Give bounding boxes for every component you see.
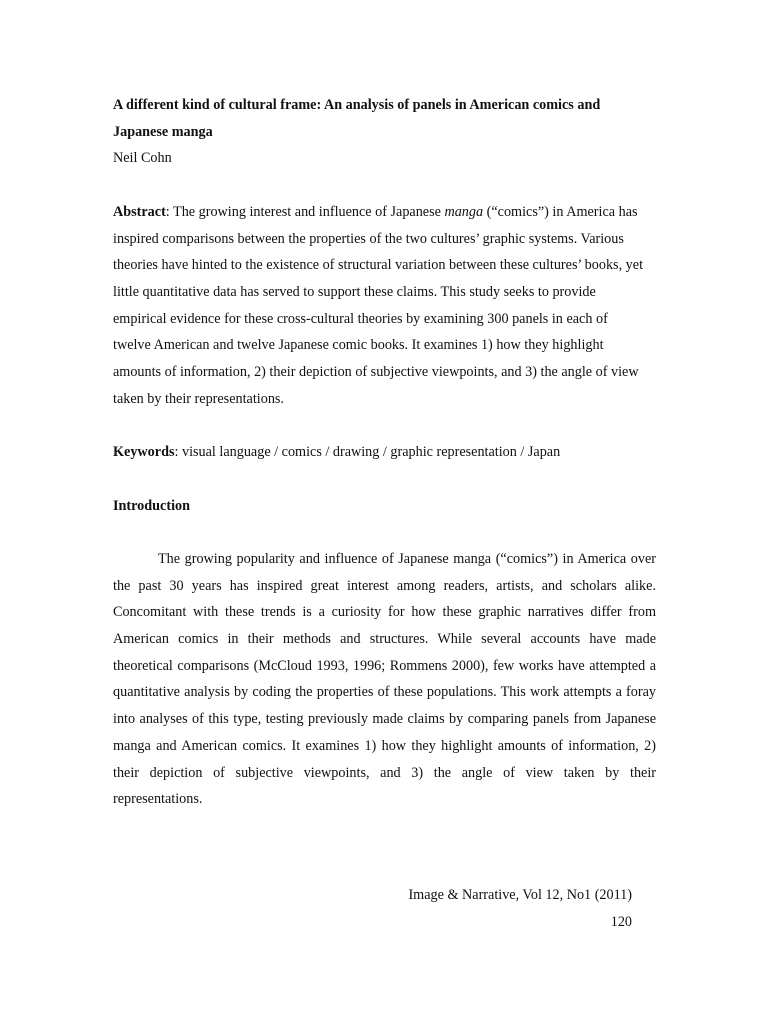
paper-title: A different kind of cultural frame: An analysis of panels in American comics and Japanese manga <box>113 97 601 140</box>
keywords-text: : visual language / comics / drawing / graphic representation / Japan <box>174 444 561 461</box>
paper-page <box>113 92 656 813</box>
abstract-paragraph <box>113 199 648 413</box>
keywords-label: Keywords <box>113 444 175 461</box>
paper-author: Neil Cohn <box>113 150 172 167</box>
introduction-heading: Introduction <box>113 497 190 514</box>
abstract-italic-word: manga <box>444 203 484 220</box>
page-number: 120 <box>610 914 632 930</box>
abstract-text-rest: (“comics”) in America has inspired comparisons between the properties of the two cultures’ graphic systems. Various theories have hinted to the existence of structural variation between these cultures’ books, yet little quantitative data has served to support these claims. This study seeks to provide empirical evidence for these cross-cultural theories by examining 300 panels in each of twelve American and twelve Japanese comic books. It examines 1) how they highlight amounts of information, 2) their depiction of subjective viewpoints, and 3) the angle of view taken by their representations. <box>113 203 644 407</box>
footer-citation: Image & Narrative, Vol 12, No1 (2011) <box>408 887 632 903</box>
keywords-line <box>113 439 656 466</box>
abstract-label: Abstract <box>113 203 166 220</box>
abstract-text-start: : The growing interest and influence of Japanese <box>165 203 445 220</box>
introduction-paragraph: The growing popularity and influence of Japanese manga (“comics”) in America over the past 30 years has inspired great interest among readers, artists, and scholars alike. Concomitant with these trends is a curiosity for how these graphic narratives differ from American comics in their methods and structures. While several accounts have made theoretical comparisons (McCloud 1993, 1996; Rommens 2000), few works have attempted a quantitative analysis by coding the properties of these populations. This work attempts a foray into analyses of this type, testing previously made claims by comparing panels from Japanese manga and American comics. It examines 1) how they highlight amounts of information, 2) their depiction of subjective viewpoints, and 3) the angle of view taken by their representations. <box>113 550 656 808</box>
